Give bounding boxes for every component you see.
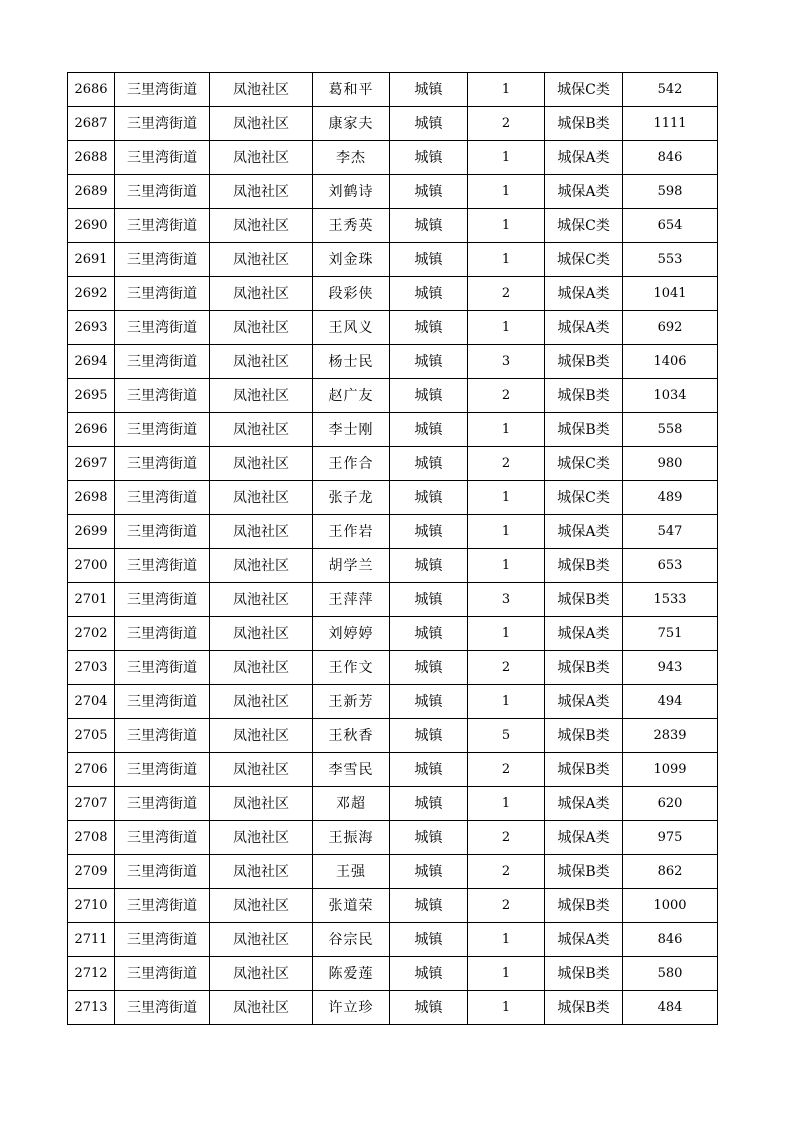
community-cell: 凤池社区 [210, 787, 313, 821]
name-cell: 葛和平 [313, 73, 390, 107]
serial-number-cell: 2707 [68, 787, 115, 821]
table-row [68, 481, 718, 515]
amount-cell: 862 [623, 855, 718, 889]
serial-number-cell: 2690 [68, 209, 115, 243]
residence-type-cell: 城镇 [390, 991, 468, 1025]
amount-cell: 553 [623, 243, 718, 277]
household-size-cell: 2 [468, 855, 545, 889]
subdistrict-cell: 三里湾街道 [115, 345, 210, 379]
name-cell: 段彩侠 [313, 277, 390, 311]
community-cell: 凤池社区 [210, 923, 313, 957]
table-row [68, 175, 718, 209]
community-cell: 凤池社区 [210, 107, 313, 141]
community-cell: 凤池社区 [210, 753, 313, 787]
household-size-cell: 2 [468, 651, 545, 685]
serial-number-cell: 2698 [68, 481, 115, 515]
community-cell: 凤池社区 [210, 243, 313, 277]
community-cell: 凤池社区 [210, 175, 313, 209]
serial-number-cell: 2695 [68, 379, 115, 413]
insurance-category-cell: 城保B类 [545, 651, 623, 685]
insurance-category-cell: 城保B类 [545, 855, 623, 889]
subdistrict-cell: 三里湾街道 [115, 855, 210, 889]
household-size-cell: 2 [468, 889, 545, 923]
amount-cell: 598 [623, 175, 718, 209]
table-row [68, 889, 718, 923]
subdistrict-cell: 三里湾街道 [115, 107, 210, 141]
amount-cell: 2839 [623, 719, 718, 753]
subdistrict-cell: 三里湾街道 [115, 515, 210, 549]
serial-number-cell: 2710 [68, 889, 115, 923]
insurance-category-cell: 城保A类 [545, 141, 623, 175]
table-row [68, 515, 718, 549]
table-row [68, 549, 718, 583]
serial-number-cell: 2702 [68, 617, 115, 651]
name-cell: 胡学兰 [313, 549, 390, 583]
household-size-cell: 2 [468, 379, 545, 413]
community-cell: 凤池社区 [210, 345, 313, 379]
insurance-category-cell: 城保B类 [545, 991, 623, 1025]
community-cell: 凤池社区 [210, 515, 313, 549]
amount-cell: 1000 [623, 889, 718, 923]
serial-number-cell: 2696 [68, 413, 115, 447]
insurance-category-cell: 城保A类 [545, 685, 623, 719]
amount-cell: 542 [623, 73, 718, 107]
amount-cell: 1533 [623, 583, 718, 617]
insurance-category-cell: 城保C类 [545, 481, 623, 515]
residence-type-cell: 城镇 [390, 923, 468, 957]
residence-type-cell: 城镇 [390, 583, 468, 617]
subdistrict-cell: 三里湾街道 [115, 481, 210, 515]
amount-cell: 692 [623, 311, 718, 345]
name-cell: 王作文 [313, 651, 390, 685]
insurance-category-cell: 城保C类 [545, 243, 623, 277]
amount-cell: 975 [623, 821, 718, 855]
table-row [68, 345, 718, 379]
roster-body [68, 73, 718, 1025]
insurance-category-cell: 城保A类 [545, 175, 623, 209]
residence-type-cell: 城镇 [390, 957, 468, 991]
table-row [68, 277, 718, 311]
serial-number-cell: 2703 [68, 651, 115, 685]
name-cell: 李雪民 [313, 753, 390, 787]
serial-number-cell: 2697 [68, 447, 115, 481]
subdistrict-cell: 三里湾街道 [115, 379, 210, 413]
serial-number-cell: 2700 [68, 549, 115, 583]
table-row [68, 73, 718, 107]
table-row [68, 787, 718, 821]
residence-type-cell: 城镇 [390, 447, 468, 481]
residence-type-cell: 城镇 [390, 651, 468, 685]
serial-number-cell: 2699 [68, 515, 115, 549]
serial-number-cell: 2689 [68, 175, 115, 209]
household-size-cell: 1 [468, 515, 545, 549]
serial-number-cell: 2709 [68, 855, 115, 889]
residence-type-cell: 城镇 [390, 311, 468, 345]
serial-number-cell: 2701 [68, 583, 115, 617]
household-size-cell: 1 [468, 311, 545, 345]
household-size-cell: 2 [468, 277, 545, 311]
insurance-category-cell: 城保B类 [545, 957, 623, 991]
amount-cell: 654 [623, 209, 718, 243]
residence-type-cell: 城镇 [390, 821, 468, 855]
amount-cell: 620 [623, 787, 718, 821]
name-cell: 刘金珠 [313, 243, 390, 277]
subdistrict-cell: 三里湾街道 [115, 413, 210, 447]
residence-type-cell: 城镇 [390, 889, 468, 923]
community-cell: 凤池社区 [210, 719, 313, 753]
residence-type-cell: 城镇 [390, 855, 468, 889]
serial-number-cell: 2686 [68, 73, 115, 107]
insurance-category-cell: 城保B类 [545, 583, 623, 617]
amount-cell: 1034 [623, 379, 718, 413]
subdistrict-cell: 三里湾街道 [115, 583, 210, 617]
residence-type-cell: 城镇 [390, 719, 468, 753]
name-cell: 杨士民 [313, 345, 390, 379]
amount-cell: 653 [623, 549, 718, 583]
residence-type-cell: 城镇 [390, 481, 468, 515]
amount-cell: 1041 [623, 277, 718, 311]
subdistrict-cell: 三里湾街道 [115, 209, 210, 243]
table-row [68, 991, 718, 1025]
subdistrict-cell: 三里湾街道 [115, 685, 210, 719]
household-size-cell: 2 [468, 821, 545, 855]
residence-type-cell: 城镇 [390, 413, 468, 447]
amount-cell: 846 [623, 923, 718, 957]
name-cell: 邓超 [313, 787, 390, 821]
name-cell: 王振海 [313, 821, 390, 855]
community-cell: 凤池社区 [210, 209, 313, 243]
household-size-cell: 2 [468, 107, 545, 141]
subdistrict-cell: 三里湾街道 [115, 277, 210, 311]
community-cell: 凤池社区 [210, 311, 313, 345]
insurance-category-cell: 城保A类 [545, 617, 623, 651]
table-row [68, 685, 718, 719]
subdistrict-cell: 三里湾街道 [115, 923, 210, 957]
name-cell: 张子龙 [313, 481, 390, 515]
amount-cell: 494 [623, 685, 718, 719]
amount-cell: 1099 [623, 753, 718, 787]
table-row [68, 447, 718, 481]
residence-type-cell: 城镇 [390, 73, 468, 107]
table-row [68, 651, 718, 685]
insurance-category-cell: 城保B类 [545, 413, 623, 447]
name-cell: 刘婷婷 [313, 617, 390, 651]
name-cell: 康家夫 [313, 107, 390, 141]
subdistrict-cell: 三里湾街道 [115, 991, 210, 1025]
community-cell: 凤池社区 [210, 821, 313, 855]
household-size-cell: 2 [468, 753, 545, 787]
name-cell: 王秀英 [313, 209, 390, 243]
subdistrict-cell: 三里湾街道 [115, 549, 210, 583]
household-size-cell: 1 [468, 617, 545, 651]
subdistrict-cell: 三里湾街道 [115, 821, 210, 855]
insurance-category-cell: 城保B类 [545, 719, 623, 753]
residence-type-cell: 城镇 [390, 107, 468, 141]
serial-number-cell: 2705 [68, 719, 115, 753]
serial-number-cell: 2688 [68, 141, 115, 175]
community-cell: 凤池社区 [210, 957, 313, 991]
subdistrict-cell: 三里湾街道 [115, 787, 210, 821]
table-row [68, 719, 718, 753]
name-cell: 刘鹤诗 [313, 175, 390, 209]
subdistrict-cell: 三里湾街道 [115, 175, 210, 209]
serial-number-cell: 2691 [68, 243, 115, 277]
roster-table [67, 72, 718, 1025]
community-cell: 凤池社区 [210, 991, 313, 1025]
amount-cell: 980 [623, 447, 718, 481]
household-size-cell: 1 [468, 549, 545, 583]
household-size-cell: 1 [468, 413, 545, 447]
table-row [68, 243, 718, 277]
amount-cell: 484 [623, 991, 718, 1025]
insurance-category-cell: 城保C类 [545, 209, 623, 243]
community-cell: 凤池社区 [210, 277, 313, 311]
residence-type-cell: 城镇 [390, 379, 468, 413]
name-cell: 王新芳 [313, 685, 390, 719]
community-cell: 凤池社区 [210, 447, 313, 481]
residence-type-cell: 城镇 [390, 617, 468, 651]
serial-number-cell: 2711 [68, 923, 115, 957]
amount-cell: 1111 [623, 107, 718, 141]
household-size-cell: 1 [468, 481, 545, 515]
table-row [68, 379, 718, 413]
insurance-category-cell: 城保B类 [545, 107, 623, 141]
community-cell: 凤池社区 [210, 583, 313, 617]
serial-number-cell: 2706 [68, 753, 115, 787]
insurance-category-cell: 城保A类 [545, 277, 623, 311]
name-cell: 王作合 [313, 447, 390, 481]
table-row [68, 413, 718, 447]
name-cell: 赵广友 [313, 379, 390, 413]
insurance-category-cell: 城保B类 [545, 889, 623, 923]
community-cell: 凤池社区 [210, 651, 313, 685]
household-size-cell: 1 [468, 243, 545, 277]
name-cell: 陈爱莲 [313, 957, 390, 991]
household-size-cell: 3 [468, 345, 545, 379]
name-cell: 王秋香 [313, 719, 390, 753]
community-cell: 凤池社区 [210, 73, 313, 107]
subdistrict-cell: 三里湾街道 [115, 889, 210, 923]
household-size-cell: 1 [468, 175, 545, 209]
insurance-category-cell: 城保B类 [545, 379, 623, 413]
subdistrict-cell: 三里湾街道 [115, 957, 210, 991]
amount-cell: 547 [623, 515, 718, 549]
serial-number-cell: 2704 [68, 685, 115, 719]
amount-cell: 751 [623, 617, 718, 651]
residence-type-cell: 城镇 [390, 753, 468, 787]
residence-type-cell: 城镇 [390, 685, 468, 719]
community-cell: 凤池社区 [210, 413, 313, 447]
table-row [68, 141, 718, 175]
residence-type-cell: 城镇 [390, 345, 468, 379]
residence-type-cell: 城镇 [390, 175, 468, 209]
name-cell: 王萍萍 [313, 583, 390, 617]
name-cell: 王风义 [313, 311, 390, 345]
household-size-cell: 2 [468, 447, 545, 481]
name-cell: 张道荣 [313, 889, 390, 923]
household-size-cell: 5 [468, 719, 545, 753]
insurance-category-cell: 城保A类 [545, 821, 623, 855]
table-row [68, 957, 718, 991]
residence-type-cell: 城镇 [390, 243, 468, 277]
table-row [68, 753, 718, 787]
household-size-cell: 1 [468, 141, 545, 175]
household-size-cell: 1 [468, 923, 545, 957]
serial-number-cell: 2694 [68, 345, 115, 379]
household-size-cell: 1 [468, 73, 545, 107]
insurance-category-cell: 城保C类 [545, 73, 623, 107]
table-row [68, 923, 718, 957]
community-cell: 凤池社区 [210, 855, 313, 889]
subdistrict-cell: 三里湾街道 [115, 73, 210, 107]
name-cell: 许立珍 [313, 991, 390, 1025]
community-cell: 凤池社区 [210, 889, 313, 923]
amount-cell: 943 [623, 651, 718, 685]
household-size-cell: 1 [468, 685, 545, 719]
amount-cell: 1406 [623, 345, 718, 379]
insurance-category-cell: 城保A类 [545, 787, 623, 821]
subdistrict-cell: 三里湾街道 [115, 243, 210, 277]
subdistrict-cell: 三里湾街道 [115, 141, 210, 175]
table-row [68, 583, 718, 617]
community-cell: 凤池社区 [210, 141, 313, 175]
serial-number-cell: 2713 [68, 991, 115, 1025]
name-cell: 谷宗民 [313, 923, 390, 957]
insurance-category-cell: 城保B类 [545, 549, 623, 583]
name-cell: 王作岩 [313, 515, 390, 549]
residence-type-cell: 城镇 [390, 277, 468, 311]
amount-cell: 489 [623, 481, 718, 515]
table-row [68, 855, 718, 889]
subdistrict-cell: 三里湾街道 [115, 753, 210, 787]
table-row [68, 311, 718, 345]
table-row [68, 107, 718, 141]
subdistrict-cell: 三里湾街道 [115, 617, 210, 651]
residence-type-cell: 城镇 [390, 787, 468, 821]
insurance-category-cell: 城保A类 [545, 923, 623, 957]
household-size-cell: 1 [468, 991, 545, 1025]
serial-number-cell: 2712 [68, 957, 115, 991]
subdistrict-cell: 三里湾街道 [115, 719, 210, 753]
residence-type-cell: 城镇 [390, 209, 468, 243]
amount-cell: 846 [623, 141, 718, 175]
table-row [68, 209, 718, 243]
serial-number-cell: 2708 [68, 821, 115, 855]
insurance-category-cell: 城保B类 [545, 753, 623, 787]
table-row [68, 821, 718, 855]
household-size-cell: 3 [468, 583, 545, 617]
name-cell: 李杰 [313, 141, 390, 175]
amount-cell: 580 [623, 957, 718, 991]
name-cell: 王强 [313, 855, 390, 889]
residence-type-cell: 城镇 [390, 141, 468, 175]
table-row [68, 617, 718, 651]
serial-number-cell: 2692 [68, 277, 115, 311]
amount-cell: 558 [623, 413, 718, 447]
subdistrict-cell: 三里湾街道 [115, 311, 210, 345]
household-size-cell: 1 [468, 209, 545, 243]
insurance-category-cell: 城保A类 [545, 311, 623, 345]
residence-type-cell: 城镇 [390, 515, 468, 549]
community-cell: 凤池社区 [210, 549, 313, 583]
subdistrict-cell: 三里湾街道 [115, 447, 210, 481]
residence-type-cell: 城镇 [390, 549, 468, 583]
insurance-category-cell: 城保B类 [545, 345, 623, 379]
insurance-category-cell: 城保A类 [545, 515, 623, 549]
community-cell: 凤池社区 [210, 617, 313, 651]
serial-number-cell: 2693 [68, 311, 115, 345]
community-cell: 凤池社区 [210, 379, 313, 413]
serial-number-cell: 2687 [68, 107, 115, 141]
name-cell: 李士刚 [313, 413, 390, 447]
household-size-cell: 1 [468, 787, 545, 821]
household-size-cell: 1 [468, 957, 545, 991]
subdistrict-cell: 三里湾街道 [115, 651, 210, 685]
insurance-category-cell: 城保C类 [545, 447, 623, 481]
community-cell: 凤池社区 [210, 481, 313, 515]
community-cell: 凤池社区 [210, 685, 313, 719]
